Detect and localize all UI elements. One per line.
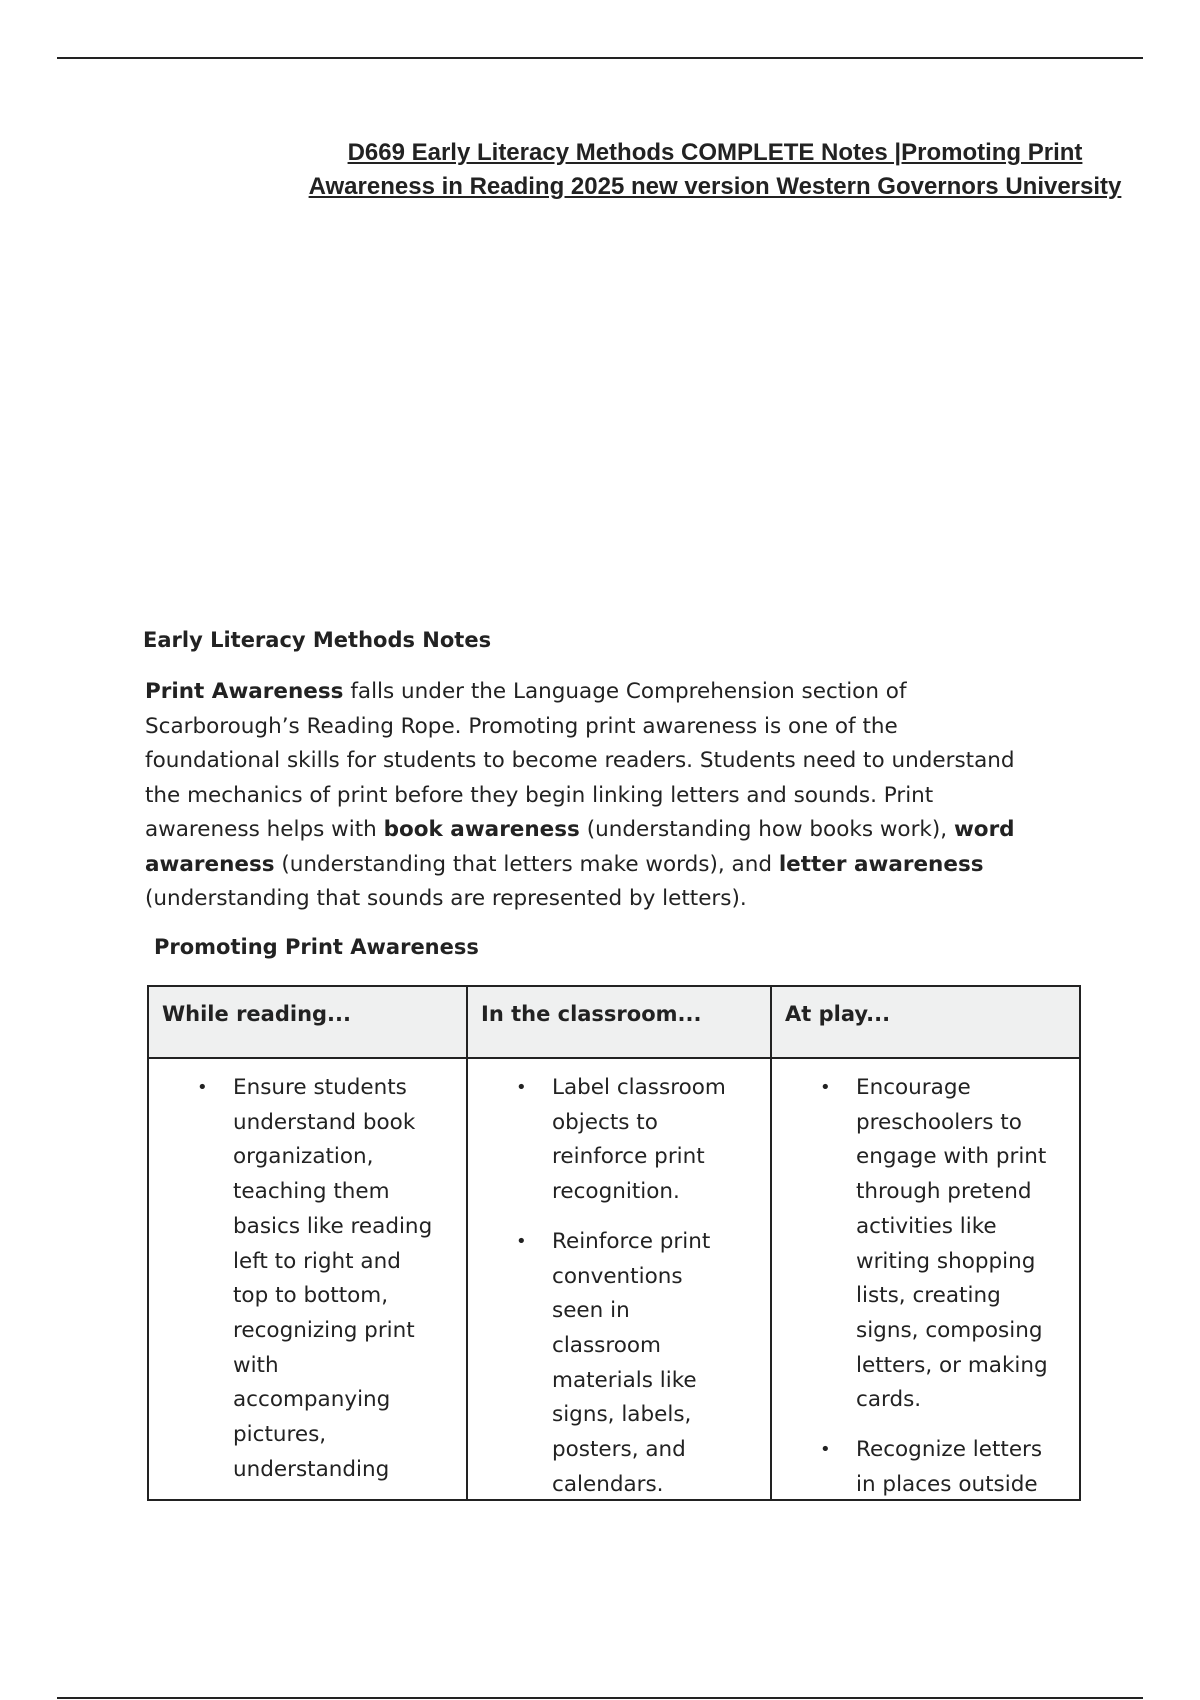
bullet-item: [772, 1071, 1081, 1418]
bullet-line: preschoolers to: [856, 1109, 1022, 1135]
bullet-line: materials like: [552, 1367, 697, 1393]
bullet-line: Recognize letters: [856, 1437, 1043, 1463]
bullet-line: through pretend: [856, 1179, 1032, 1205]
bullet-line: understand book: [233, 1109, 416, 1135]
bullet-line: in places outside: [856, 1471, 1038, 1497]
bullet-line: Reinforce print: [552, 1228, 711, 1254]
bullet-line: with: [233, 1352, 279, 1378]
bullet-line: Encourage: [856, 1075, 971, 1100]
table-header-cell: While reading...: [149, 987, 466, 1059]
intro-paragraph: [145, 675, 1085, 917]
bullet-text: [856, 1433, 1061, 1501]
table-cell: [149, 1059, 466, 1487]
bullet-text: [552, 1225, 770, 1501]
bullet-line: basics like reading: [233, 1213, 433, 1239]
bullet-line: signs, composing: [856, 1317, 1043, 1343]
section-heading: Early Literacy Methods Notes: [143, 628, 492, 652]
bullet-icon: •: [820, 1439, 831, 1461]
bullet-line: lists, creating: [856, 1283, 1001, 1309]
title-line-2: Awareness in Reading 2025 new version Western Governors University: [308, 173, 1122, 200]
print-awareness-table: [147, 985, 1081, 1501]
table-cell: [468, 1059, 770, 1501]
bullet-line: activities like: [856, 1213, 997, 1239]
bullet-line: recognizing print: [233, 1317, 415, 1343]
bullet-line: seen in: [552, 1298, 630, 1324]
column-at-play: [772, 987, 1081, 1499]
bullet-icon: •: [516, 1230, 527, 1252]
bullet-item: [468, 1071, 770, 1210]
bullet-line: cards.: [856, 1387, 922, 1413]
bullet-line: letters, or making: [856, 1352, 1048, 1378]
bullet-icon: •: [820, 1077, 831, 1098]
bullet-line: teaching them: [233, 1179, 390, 1205]
paragraph-line: awareness helps with book awareness (understanding how books work), word: [145, 817, 1015, 842]
bullet-line: calendars.: [552, 1471, 664, 1497]
bold-term: awareness: [145, 851, 275, 877]
column-in-classroom: [468, 987, 772, 1499]
paragraph-line: Print Awareness falls under the Language Comprehension section of: [145, 679, 907, 704]
bullet-line: accompanying: [233, 1387, 391, 1413]
paragraph-line: the mechanics of print before they begin linking letters and sounds. Print: [145, 782, 934, 808]
bullet-line: recognition.: [552, 1179, 680, 1205]
paragraph-line: foundational skills for students to become readers. Students need to understand: [145, 748, 1015, 773]
bullet-text: [856, 1071, 1061, 1418]
bullet-line: classroom: [552, 1332, 661, 1358]
column-while-reading: [149, 987, 468, 1499]
bullet-line: objects to: [552, 1109, 658, 1135]
bullet-line: reinforce print: [552, 1144, 705, 1170]
bullet-line: pictures,: [233, 1422, 327, 1448]
table-cell: [772, 1059, 1081, 1501]
bullet-icon: •: [197, 1077, 208, 1098]
bold-term: book awareness: [383, 817, 580, 842]
title-line-1: D669 Early Literacy Methods COMPLETE Notes |Promoting Print: [347, 139, 1083, 166]
paragraph-line: (understanding that sounds are represented by letters).: [145, 886, 747, 911]
bullet-line: posters, and: [552, 1437, 686, 1463]
table-header-cell: In the classroom...: [468, 987, 770, 1059]
paragraph-line: Scarborough’s Reading Rope. Promoting print awareness is one of the: [145, 713, 898, 739]
bullet-line: engage with print: [856, 1144, 1047, 1170]
bullet-line: understanding: [233, 1456, 390, 1482]
bullet-line: organization,: [233, 1144, 374, 1170]
table-heading: Promoting Print Awareness: [154, 935, 479, 959]
table-header-cell: At play...: [772, 987, 1081, 1059]
bullet-line: writing shopping: [856, 1248, 1036, 1274]
bullet-icon: •: [516, 1077, 527, 1098]
bold-term: word: [953, 817, 1015, 842]
bold-term: Print Awareness: [145, 679, 344, 704]
bullet-item: [149, 1071, 466, 1487]
bold-term: letter awareness: [778, 851, 984, 877]
document-title: [290, 136, 1140, 204]
bottom-rule: [57, 1697, 1143, 1699]
bullet-line: left to right and: [233, 1248, 401, 1274]
bullet-line: Label classroom: [552, 1075, 726, 1100]
bullet-line: conventions: [552, 1263, 683, 1289]
bullet-item: [468, 1225, 770, 1501]
bullet-text: [552, 1071, 770, 1210]
bullet-line: signs, labels,: [552, 1402, 692, 1428]
bullet-item: [772, 1433, 1081, 1501]
bullet-line: Ensure students: [233, 1075, 407, 1100]
bullet-line: top to bottom,: [233, 1283, 389, 1309]
paragraph-line: awareness (understanding that letters make words), and letter awareness: [145, 851, 984, 877]
bullet-text: [233, 1071, 466, 1487]
top-rule: [57, 57, 1143, 59]
